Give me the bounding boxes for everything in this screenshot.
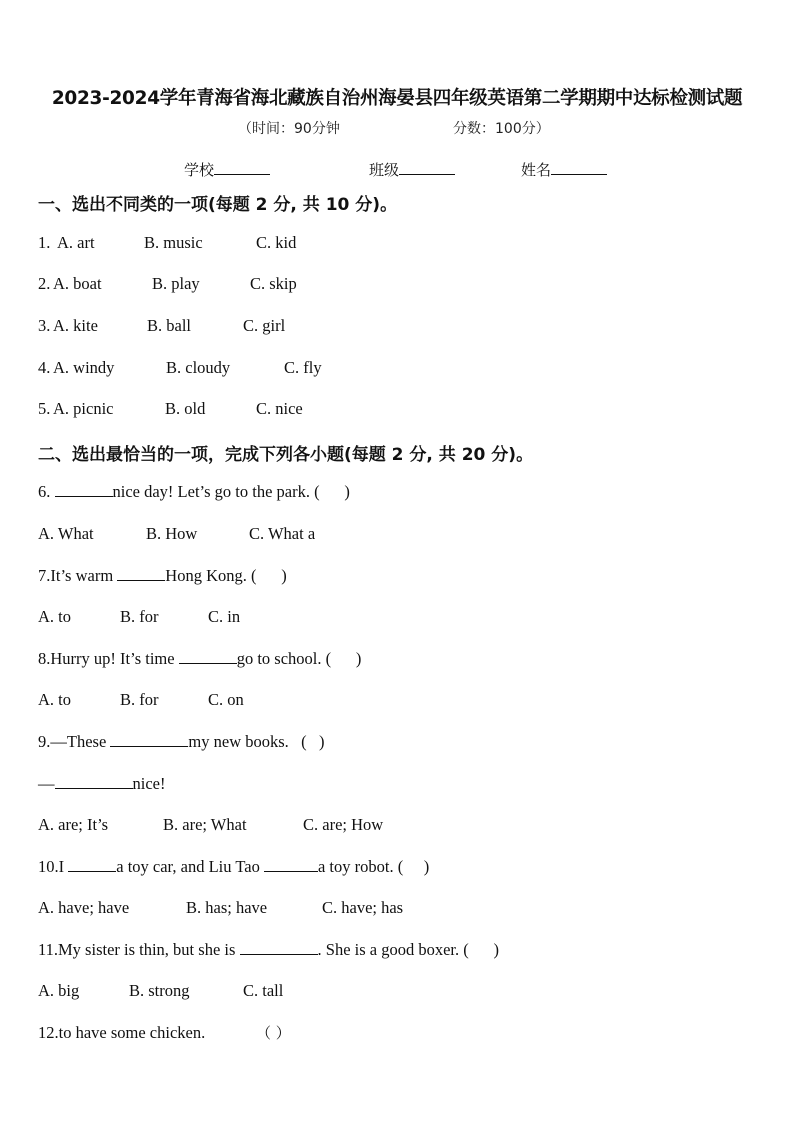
- question-4-number: 4.: [38, 358, 51, 377]
- question-10-stem: [38, 857, 429, 877]
- question-8-stem: [38, 649, 361, 669]
- question-9-prefix: 9.—These: [38, 732, 111, 751]
- question-7-option-a[interactable]: A. to: [38, 607, 71, 626]
- question-11-prefix: 11.My sister is thin, but she is: [38, 940, 240, 959]
- question-10-option-a[interactable]: A. have; have: [38, 898, 130, 917]
- question-11-option-b[interactable]: B. strong: [129, 981, 190, 1000]
- name-field: [521, 159, 607, 180]
- question-5-number: 5.: [38, 399, 51, 418]
- question-9-stem: [38, 732, 325, 752]
- school-field: [184, 159, 270, 180]
- question-8-option-c[interactable]: C. on: [208, 690, 244, 709]
- question-6-option-b[interactable]: B. How: [146, 524, 198, 543]
- question-11-option-c[interactable]: C. tall: [243, 981, 284, 1000]
- question-6-option-c[interactable]: C. What a: [249, 524, 316, 543]
- question-7-option-b[interactable]: B. for: [120, 607, 159, 626]
- question-3-option-c[interactable]: C. girl: [243, 316, 286, 335]
- question-8-option-a[interactable]: A. to: [38, 690, 71, 709]
- question-10-blank-2[interactable]: [264, 857, 318, 872]
- question-6-stem: [38, 482, 350, 502]
- score-info: 分数：100分）: [453, 121, 550, 137]
- question-9-blank-2[interactable]: [55, 774, 133, 789]
- question-7-option-c[interactable]: C. in: [208, 607, 241, 626]
- question-11-stem: [38, 940, 499, 960]
- question-5-option-a[interactable]: A. picnic: [53, 399, 114, 418]
- question-2-option-c[interactable]: C. skip: [250, 274, 297, 293]
- question-2-option-b[interactable]: B. play: [152, 274, 200, 293]
- question-6-text: nice day! Let’s go to the park. ( ): [112, 482, 350, 501]
- time-info: （时间：90分钟: [238, 121, 340, 137]
- question-6-blank[interactable]: [55, 482, 113, 497]
- question-7-text: Hong Kong. ( ): [165, 566, 287, 585]
- question-9-blank[interactable]: [110, 732, 188, 747]
- question-10-blank-1[interactable]: [68, 857, 116, 872]
- question-7-prefix: 7.It’s warm: [38, 566, 118, 585]
- class-blank[interactable]: [399, 160, 455, 175]
- question-4-option-a[interactable]: A. windy: [53, 358, 115, 377]
- school-blank[interactable]: [214, 160, 270, 175]
- question-4-option-b[interactable]: B. cloudy: [166, 358, 231, 377]
- question-3-option-a[interactable]: A. kite: [53, 316, 98, 335]
- question-1-option-c[interactable]: C. kid: [256, 233, 297, 252]
- question-7-blank[interactable]: [117, 566, 165, 581]
- question-8-text: go to school. ( ): [236, 649, 362, 668]
- name-blank[interactable]: [551, 160, 607, 175]
- question-4-option-c[interactable]: C. fly: [284, 358, 322, 377]
- question-1-number: 1.: [38, 233, 55, 252]
- question-8-option-b[interactable]: B. for: [120, 690, 159, 709]
- class-label: 班级: [369, 161, 400, 179]
- question-11-blank[interactable]: [240, 940, 318, 955]
- question-5-option-b[interactable]: B. old: [165, 399, 206, 418]
- question-10-prefix: 10.I: [38, 857, 69, 876]
- question-8-prefix: 8.Hurry up! It’s time: [38, 649, 179, 668]
- page-title: 2023-2024学年青海省海北藏族自治州海晏县四年级英语第二学期期中达标检测试题: [51, 88, 743, 109]
- question-3-option-b[interactable]: B. ball: [147, 316, 191, 335]
- question-10-option-c[interactable]: C. have; has: [322, 898, 404, 917]
- question-11-option-a[interactable]: A. big: [38, 981, 80, 1000]
- school-label: 学校: [184, 161, 215, 179]
- question-9-response: [38, 774, 165, 794]
- section-two-heading: 二、选出最恰当的一项，完成下列各小题(每题 2 分, 共 20 分)。: [38, 445, 534, 465]
- question-8-blank[interactable]: [179, 649, 237, 664]
- question-9-option-c[interactable]: C. are; How: [303, 815, 384, 834]
- question-11-text: . She is a good boxer. ( ): [317, 940, 500, 959]
- question-12-answer-paren[interactable]: （ ）: [256, 1024, 291, 1042]
- question-2-option-a[interactable]: A. boat: [53, 274, 102, 293]
- question-3-number: 3.: [38, 316, 51, 335]
- section-one-heading: 一、选出不同类的一项(每题 2 分, 共 10 分)。: [38, 195, 398, 215]
- question-6-prefix: 6.: [38, 482, 55, 501]
- question-9-option-b[interactable]: B. are; What: [163, 815, 247, 834]
- class-field: [369, 159, 455, 180]
- question-6-option-a[interactable]: A. What: [38, 524, 94, 543]
- question-1-option-b[interactable]: B. music: [144, 233, 203, 252]
- question-10-text: a toy robot. ( ): [317, 857, 430, 876]
- name-label: 姓名: [521, 161, 552, 179]
- question-2-number: 2.: [38, 274, 51, 293]
- question-9-response-text: nice!: [132, 774, 166, 793]
- question-10-option-b[interactable]: B. has; have: [186, 898, 268, 917]
- question-5-option-c[interactable]: C. nice: [256, 399, 303, 418]
- question-10-middle: a toy car, and Liu Tao: [116, 857, 264, 876]
- question-9-dash: —: [38, 774, 55, 793]
- question-1-option-a[interactable]: A. art: [57, 233, 95, 252]
- question-12-stem: 12.to have some chicken.: [38, 1023, 206, 1042]
- question-7-stem: [38, 566, 287, 586]
- question-9-option-a[interactable]: A. are; It’s: [38, 815, 109, 834]
- question-9-text: my new books. ( ): [188, 732, 325, 751]
